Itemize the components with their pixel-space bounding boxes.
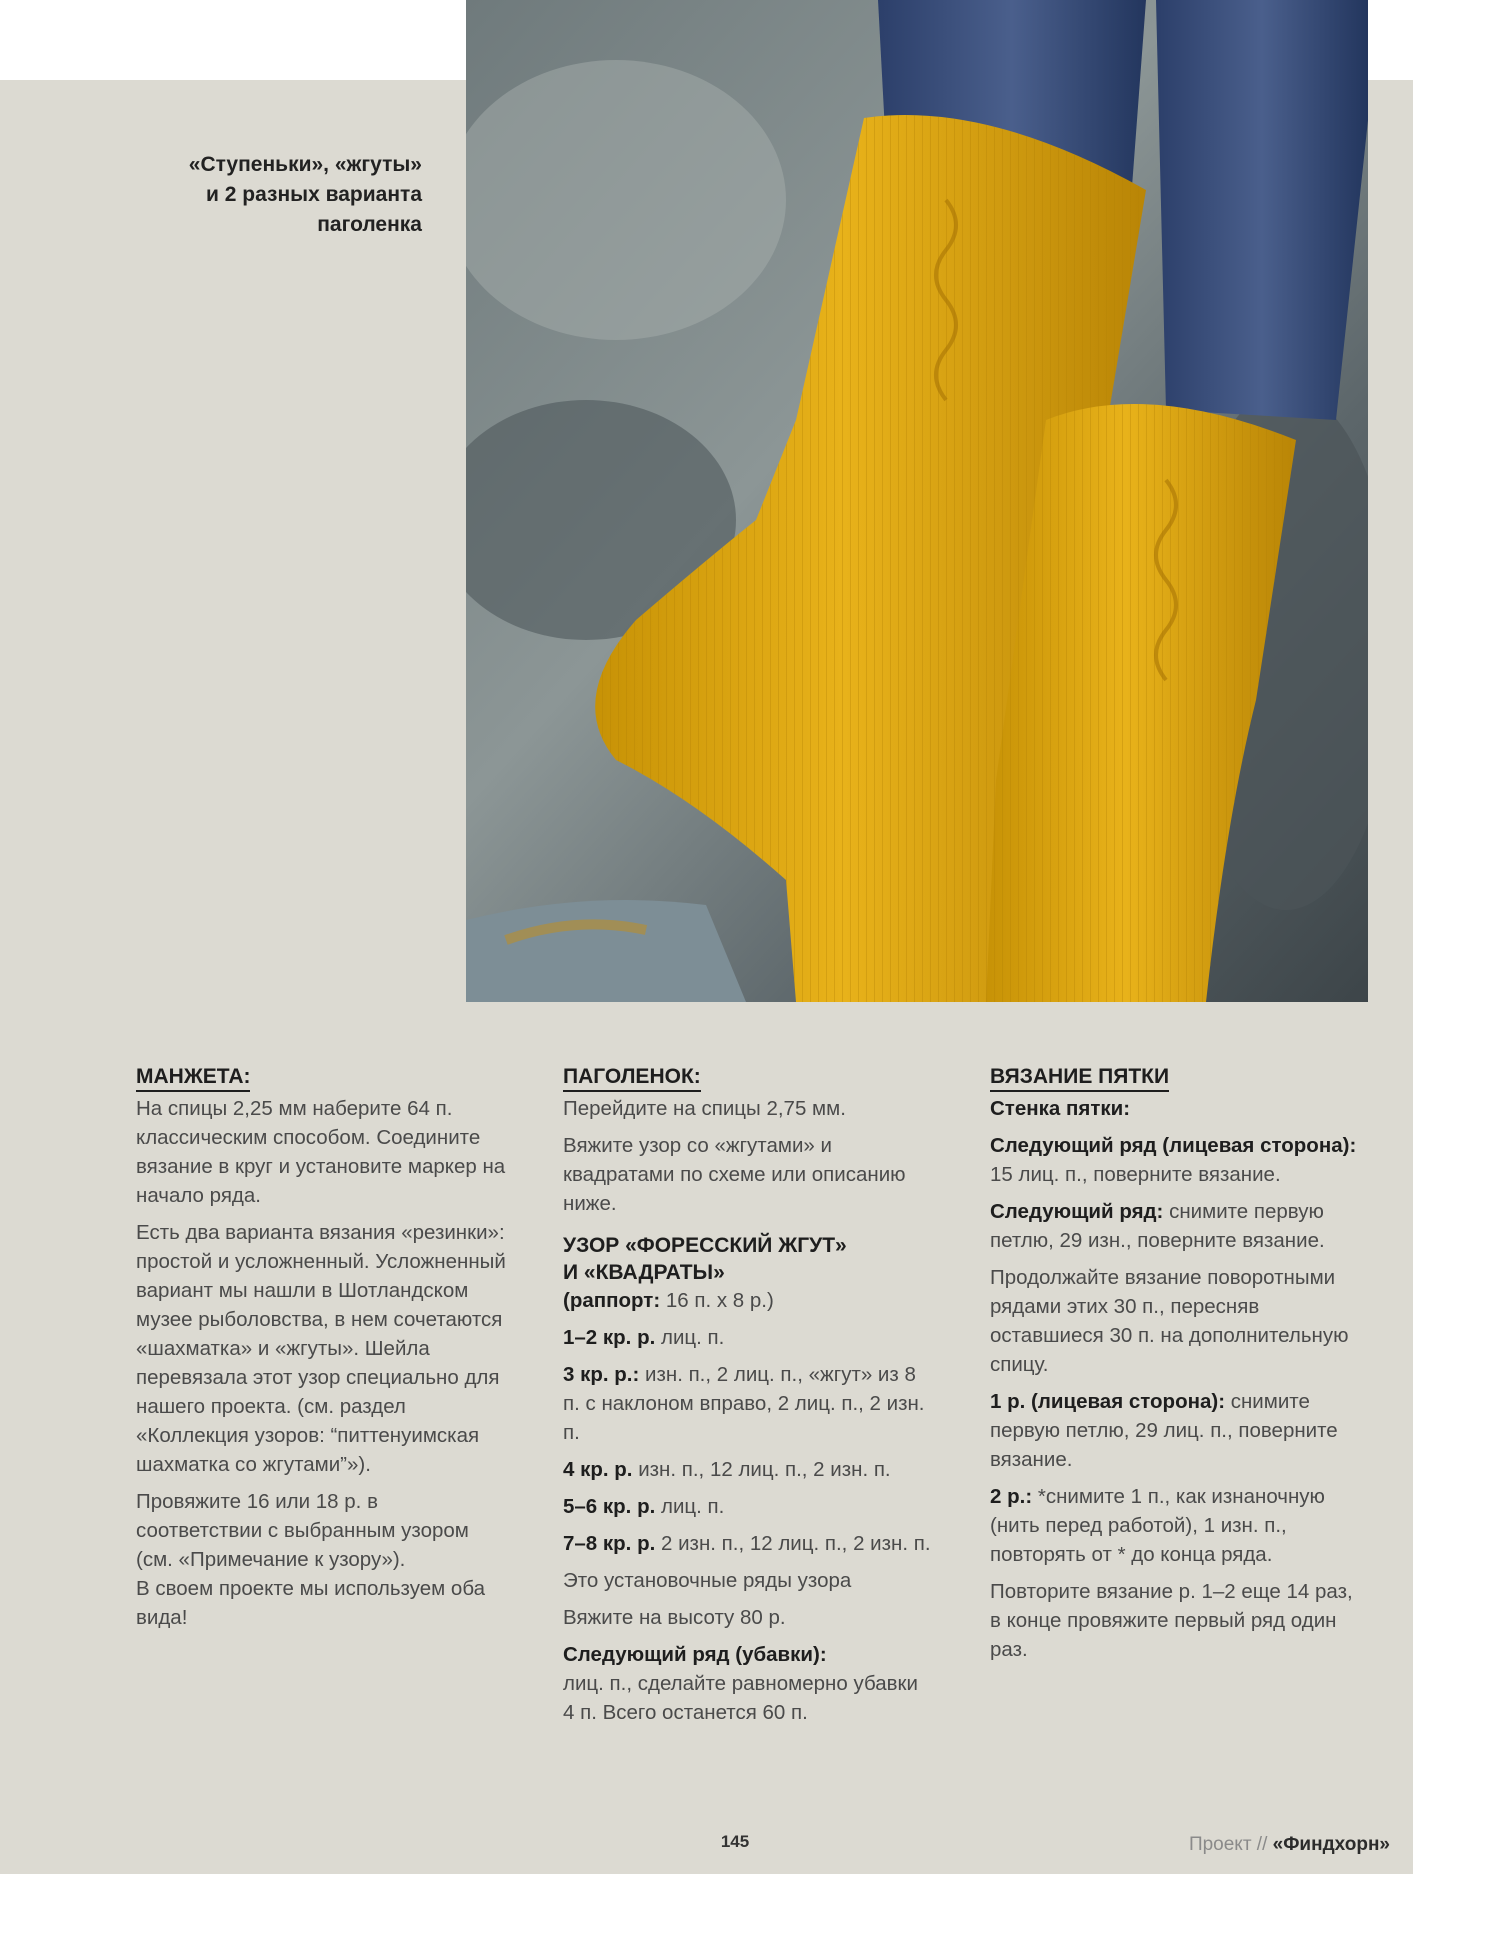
pattern-heading-line-2: И «КВАДРАТЫ» [563,1261,725,1284]
running-footer [1080,1834,1390,1856]
leg-decrease-row: Следующий ряд (убавки): лиц. п., сделайте равномерно убавки 4 п. Всего останется 60 п. [563,1643,918,1724]
heel-step-1: Следующий ряд (лицевая сторона): 15 лиц. п., поверните вязание. [990,1134,1357,1186]
column-cuff [136,1062,506,1640]
section-heading-cuff: МАНЖЕТА: [136,1063,250,1092]
leg-paragraph-1: Перейдите на спицы 2,75 мм. [563,1097,846,1120]
leg-paragraph-setup: Это установочные ряды узора [563,1569,852,1592]
pattern-row-7-8: 7–8 кр. р. 2 изн. п., 12 лиц. п., 2 изн. п. [563,1532,931,1555]
page-number: 145 [720,1832,750,1851]
caption-line-1: «Ступеньки», «жгуты» [188,153,422,176]
cuff-paragraph-4: В своем проекте мы используем оба вида! [136,1577,486,1629]
heel-row-2: 2 р.: *снимите 1 п., как изнаночную (нить перед работой), 1 изн. п., повторять от * до конца ряда. [990,1485,1325,1566]
column-leg [563,1062,933,1735]
section-heading-heel: ВЯЗАНИЕ ПЯТКИ [990,1063,1169,1092]
leg-paragraph-2: Вяжите узор со «жгутами» и квадратами по схеме или описанию ниже. [563,1134,906,1215]
pattern-heading-line-1: УЗОР «ФОРЕССКИЙ ЖГУТ» [563,1234,847,1257]
yellow-socks-photo [466,0,1368,1002]
section-heading-leg: ПАГОЛЕНОК: [563,1063,701,1092]
pattern-row-4: 4 кр. р. изн. п., 12 лиц. п., 2 изн. п. [563,1458,891,1481]
cuff-paragraph-3: Провяжите 16 или 18 р. в соответствии с выбранным узором (см. «Примечание к узору»). [136,1490,469,1571]
pattern-row-5-6: 5–6 кр. р. лиц. п. [563,1495,725,1518]
footer-section: Проект // [1188,1834,1273,1855]
caption-line-2: и 2 разных варианта [206,183,422,206]
footer-project-title: «Финдхорн» [1272,1834,1390,1855]
heel-row-1: 1 р. (лицевая сторона): снимите первую петлю, 29 лиц. п., поверните вязание. [990,1390,1338,1471]
cuff-paragraph-2: Есть два варианта вязания «резинки»: простой и усложненный. Усложненный вариант мы нашли в Шотландском музее рыболовства, в нем сочетаются «шахматка» и «жгуты». Шейла перевязала этот узор специально для нашего проекта. (см. раздел «Коллекция узоров: “питтенуимская шахматка со жгутами”»). [136,1221,506,1476]
pattern-row-1-2: 1–2 кр. р. лиц. п. [563,1326,725,1349]
heel-step-2: Следующий ряд: снимите первую петлю, 29 изн., поверните вязание. [990,1200,1325,1252]
caption-line-3: паголенка [317,213,422,236]
heel-flap-subheading: Стенка пятки: [990,1097,1131,1120]
leg-paragraph-height: Вяжите на высоту 80 р. [563,1606,786,1629]
heel-paragraph-continue: Продолжайте вязание поворотными рядами этих 30 п., пересняв оставшиеся 30 п. на дополнительную спицу. [990,1266,1349,1376]
column-heel [990,1062,1360,1672]
cuff-paragraph-1: На спицы 2,25 мм наберите 64 п. классическим способом. Соедините вязание в круг и установите маркер на начало ряда. [136,1097,506,1207]
pattern-row-3: 3 кр. р.: изн. п., 2 лиц. п., «жгут» из 8 п. с наклоном вправо, 2 лиц. п., 2 изн. п. [563,1363,925,1444]
pattern-rapport: (раппорт: 16 п. х 8 р.) [563,1289,774,1312]
heel-paragraph-repeat: Повторите вязание р. 1–2 еще 14 раз, в конце провяжите первый ряд один раз. [990,1580,1353,1661]
pattern-heading [563,1232,933,1286]
photo-caption [120,150,422,240]
